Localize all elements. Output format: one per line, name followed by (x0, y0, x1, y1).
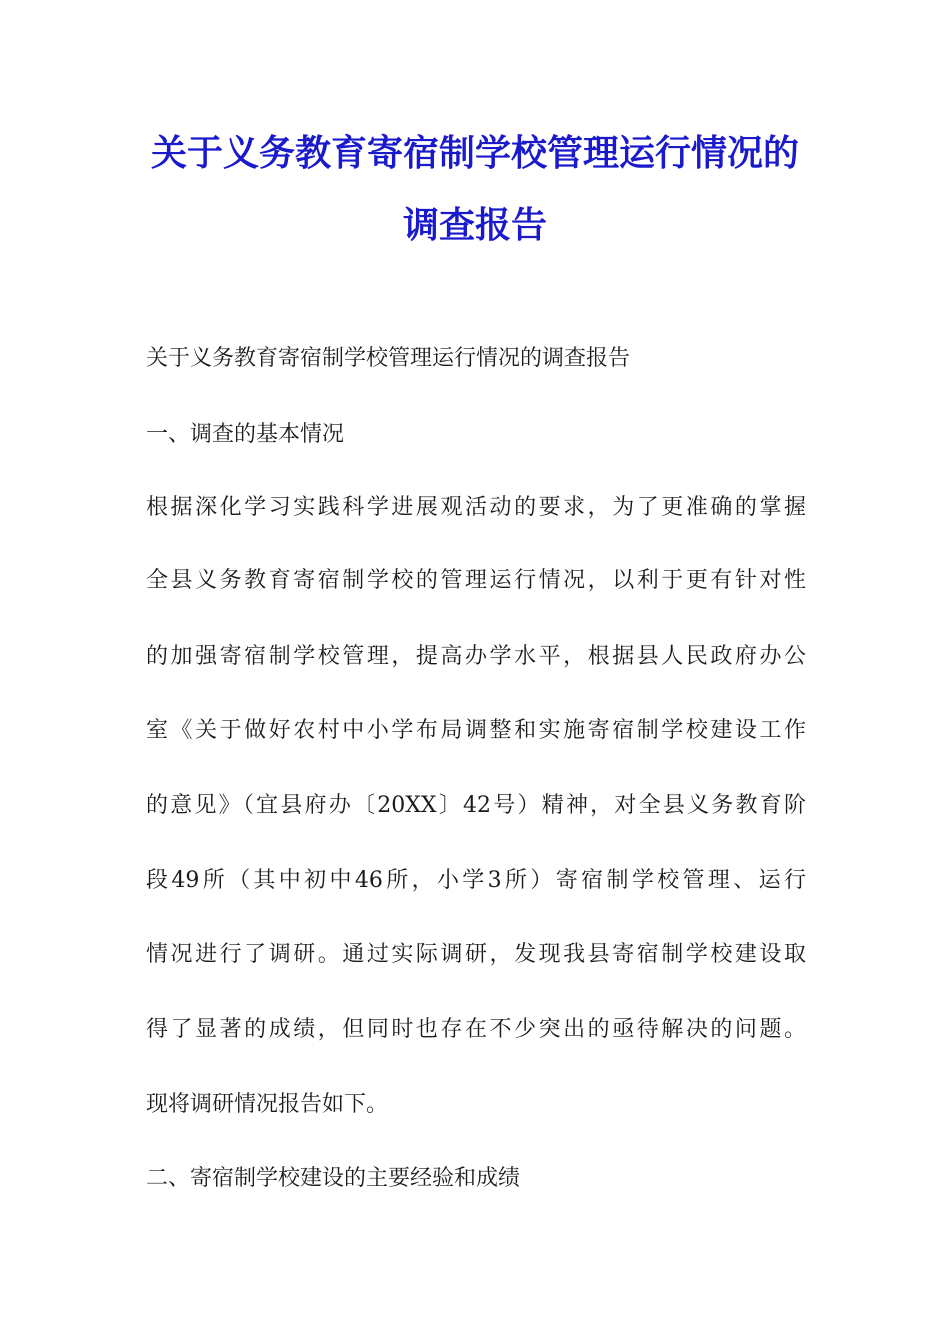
document-title-line-1: 关于义务教育寄宿制学校管理运行情况的 (150, 133, 799, 174)
section-heading-basic-situation: 一、调查的基本情况 (146, 422, 345, 447)
paragraph-line: 全县义务教育寄宿制学校的管理运行情况，以利于更有针对性 (146, 568, 806, 593)
paragraph-line: 室《关于做好农村中小学布局调整和实施寄宿制学校建设工作 (146, 718, 806, 743)
paragraph-line: 得了显著的成绩，但同时也存在不少突出的亟待解决的问题。 (146, 1017, 806, 1042)
paragraph-line: 的意见》（宜县府办〔20XX〕42号）精神，对全县义务教育阶 (146, 793, 806, 818)
document-subtitle: 关于义务教育寄宿制学校管理运行情况的调查报告 (146, 346, 631, 371)
paragraph-line: 情况进行了调研。通过实际调研，发现我县寄宿制学校建设取 (146, 942, 806, 967)
paragraph-line: 根据深化学习实践科学进展观活动的要求，为了更准确的掌握 (146, 495, 806, 520)
section-heading-main-experience: 二、寄宿制学校建设的主要经验和成绩 (146, 1166, 521, 1191)
paragraph-line: 段49所（其中初中46所，小学3所）寄宿制学校管理、运行 (146, 868, 806, 893)
document-title-line-2: 调查报告 (402, 205, 547, 246)
paragraph-line: 的加强寄宿制学校管理，提高办学水平，根据县人民政府办公 (146, 644, 806, 669)
paragraph-line: 现将调研情况报告如下。 (146, 1092, 389, 1117)
